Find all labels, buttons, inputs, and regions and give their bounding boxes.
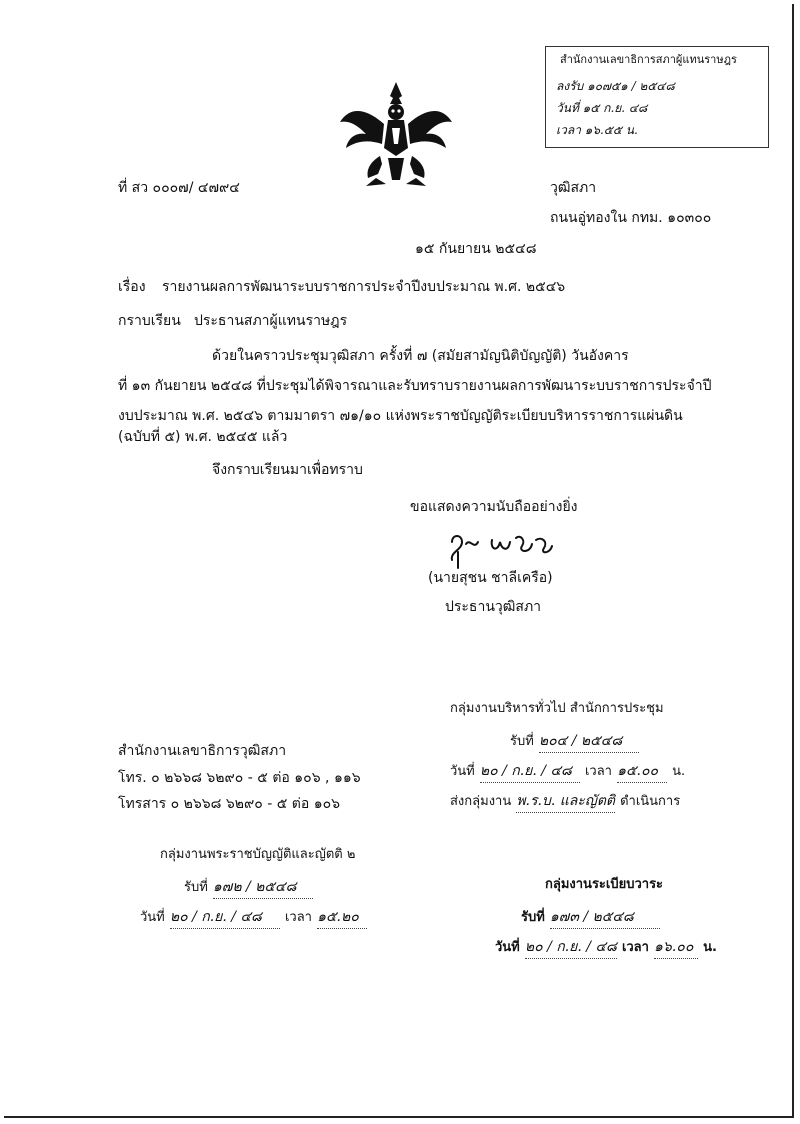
stamp-law-date-value: ๒๐ / ก.ย. / ๔๘ (170, 906, 280, 929)
stamp-general-time-unit: น. (672, 764, 686, 779)
stamp-agenda-received-label: รับที่ (521, 910, 545, 925)
body-line-2: ที่ ๑๓ กันยายน ๒๕๔๘ ที่ประชุมได้พิจารณาและรับทราบรายงานผลการพัฒนาระบบราชการประจำปี (118, 378, 712, 394)
stamp-agenda-time-label: เวลา (621, 940, 649, 955)
stamp-received-no: ลงรับ ๑๐๗๕๑ / ๒๕๔๘ (556, 79, 675, 93)
stamp-general-office: กลุ่มงานบริหารทั่วไป สำนักการประชุม (450, 701, 664, 716)
closing-salutation: ขอแสดงความนับถืออย่างยิ่ง (410, 499, 578, 515)
stamp-agenda-office: กลุ่มงานระเบียบวาระ (545, 877, 664, 892)
stamp-time: เวลา ๑๖.๕๕ น. (556, 123, 638, 137)
stamp-agenda-date-value: ๒๐ / ก.ย. / ๔๘ (525, 936, 617, 959)
signature-image (446, 530, 556, 570)
sender-address: ถนนอู่ทองใน กทม. ๑๐๓๐๐ (550, 210, 712, 226)
subject-text: รายงานผลการพัฒนาระบบราชการประจำปีงบประมาณ พ.ศ. ๒๕๔๖ (162, 279, 566, 295)
signer-name: (นายสุชน ชาลีเครือ) (428, 570, 553, 586)
stamp-law-time-value: ๑๕.๒๐ (317, 906, 367, 929)
body-line-3: งบประมาณ พ.ศ. ๒๕๔๖ ตามมาตรา ๗๑/๑๐ แห่งพระราชบัญญัติระเบียบบริหารราชการแผ่นดิน (118, 408, 683, 424)
contact-phone: โทร. ๐ ๒๖๖๘ ๖๒๙๐ - ๕ ต่อ ๑๐๖ , ๑๑๖ (118, 770, 361, 786)
stamp-agenda-received-value: ๑๗๓ / ๒๕๔๘ (550, 906, 660, 929)
stamp-agenda-time-value: ๑๖.๐๐ (654, 936, 698, 959)
document-number: ที่ สว ๐๐๐๗/ ๔๗๙๔ (118, 180, 240, 196)
stamp-general-received-label: รับที่ (510, 734, 534, 749)
stamp-general-action-label: ดำเนินการ (620, 794, 681, 809)
body-line-4: (ฉบับที่ ๕) พ.ศ. ๒๕๔๕ แล้ว (118, 429, 288, 445)
stamp-general-send-label: ส่งกลุ่มงาน (450, 794, 512, 809)
body-closing-paragraph: จึงกราบเรียนมาเพื่อทราบ (212, 462, 363, 478)
contact-fax: โทรสาร ๐ ๒๖๖๘ ๖๒๙๐ - ๕ ต่อ ๑๐๖ (118, 796, 341, 812)
body-line-1: ด้วยในคราวประชุมวุฒิสภา ครั้งที่ ๗ (สมัยสามัญนิติบัญญัติ) วันอังคาร (212, 348, 629, 364)
stamp-agenda-group (495, 878, 725, 968)
stamp-law-group (140, 848, 400, 938)
stamp-date: วันที่ ๑๕ ก.ย. ๔๘ (556, 101, 648, 115)
stamp-general-time-label: เวลา (584, 764, 612, 779)
stamp-law-received-value: ๑๗๒ / ๒๕๔๘ (213, 876, 313, 899)
stamp-agenda-time-unit: น. (703, 940, 717, 955)
stamp-general-admin (450, 702, 710, 822)
received-stamp-top (545, 46, 769, 148)
stamp-law-received-label: รับที่ (184, 880, 208, 895)
subject-label: เรื่อง (118, 279, 146, 295)
stamp-general-send-value: พ.ร.บ. และญัตติ (516, 790, 615, 813)
document-date: ๑๕ กันยายน ๒๕๔๘ (415, 241, 537, 257)
stamp-general-date-label: วันที่ (450, 764, 475, 779)
stamp-general-date-value: ๒๐ / ก.ย. / ๔๘ (480, 760, 580, 783)
stamp-law-date-label: วันที่ (140, 910, 165, 925)
signer-title: ประธานวุฒิสภา (445, 599, 542, 615)
stamp-general-time-value: ๑๕.๐๐ (617, 760, 667, 783)
stamp-agenda-date-label: วันที่ (495, 940, 520, 955)
recipient-text: ประธานสภาผู้แทนราษฎร (194, 313, 348, 329)
contact-office: สำนักงานเลขาธิการวุฒิสภา (118, 743, 287, 759)
stamp-general-received-value: ๒๐๔ / ๒๕๔๘ (539, 730, 639, 753)
garuda-emblem-icon (336, 78, 456, 190)
stamp-law-office: กลุ่มงานพระราชบัญญัติและญัตติ ๒ (160, 847, 356, 862)
recipient-label: กราบเรียน (118, 313, 181, 329)
stamp-office: สำนักงานเลขาธิการสภาผู้แทนราษฎร (560, 53, 737, 66)
stamp-law-time-label: เวลา (284, 910, 312, 925)
sender-name: วุฒิสภา (550, 180, 597, 196)
